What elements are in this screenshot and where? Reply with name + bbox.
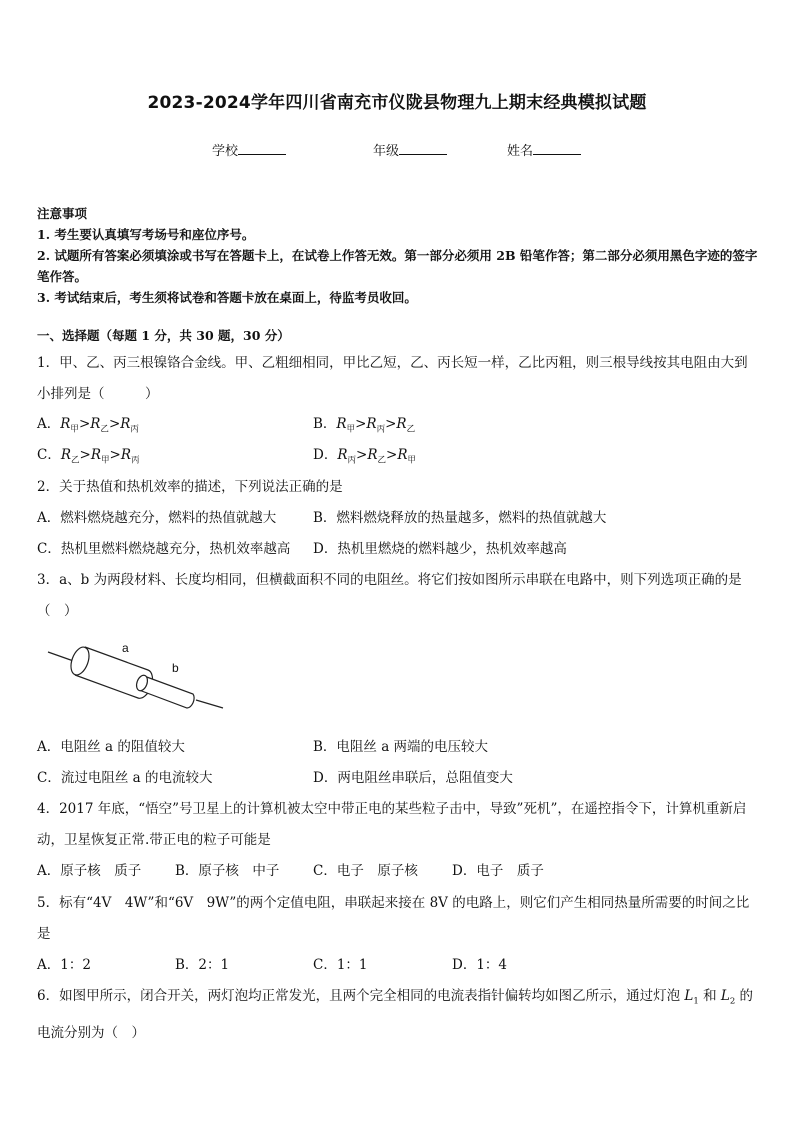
note-item: 3. 考试结束后，考生须将试卷和答题卡放在桌面上，待监考员收回。 bbox=[37, 290, 417, 305]
greater-than: > bbox=[356, 447, 368, 463]
resistance-subscript: 丙 bbox=[347, 455, 357, 466]
lamp-l2: L bbox=[720, 988, 730, 1004]
option-c[interactable]: C．电子 原子核 bbox=[313, 863, 418, 879]
grade-field[interactable] bbox=[373, 140, 447, 159]
resistance-subscript: 乙 bbox=[377, 455, 387, 466]
question-3-stem: 3．a、b 为两段材料、长度均相同，但横截面积不同的电阻丝。将它们按如图所示串联在电路中，则下列选项正确的是（ ） bbox=[37, 572, 742, 619]
option-letter: B． bbox=[313, 416, 337, 432]
question-5-stem: 5．标有“4V 4W”和“6V 9W”的两个定值电阻，串联起来接在 8V 的电路上，则它们产生相同热量所需要的时间之比是 bbox=[37, 895, 750, 942]
exam-notes bbox=[37, 203, 761, 308]
wire-right bbox=[196, 700, 223, 708]
school-label: 学校 bbox=[212, 144, 239, 159]
option-letter: C． bbox=[37, 447, 61, 463]
q6-text-b: 的电流分别为（ ） bbox=[37, 988, 754, 1041]
greater-than: > bbox=[79, 447, 91, 463]
resistance-symbol: R bbox=[60, 447, 72, 463]
resistance-subscript: 甲 bbox=[407, 455, 417, 466]
resistance-subscript: 乙 bbox=[406, 424, 416, 435]
question-1-stem: 1．甲、乙、丙三根镍铬合金线。甲、乙粗细相同，甲比乙短，乙、丙长短一样，乙比丙粗，则三根导线按其电阻由大到小排列是（ ） bbox=[37, 355, 748, 402]
resistance-symbol: R bbox=[60, 416, 71, 432]
q6-text-a: 6．如图甲所示，闭合开关，两灯泡均正常发光，且两个完全相同的电流表指针偏转均如图乙所示，通过灯泡 bbox=[37, 988, 685, 1004]
question-4-stem: 4．2017 年底，“悟空”号卫星上的计算机被太空中带正电的某些粒子击中，导致”死机”，在遥控指令下，计算机重新启动，卫星恢复正常.带正电的粒子可能是 bbox=[37, 801, 747, 848]
lamp-l2-sub: 2 bbox=[729, 996, 736, 1007]
option-letter: D． bbox=[313, 447, 338, 463]
question-1-options-row-2 bbox=[37, 440, 759, 471]
note-item: 1. 考生要认真填写考场号和座位序号。 bbox=[37, 227, 255, 242]
resistance-subscript: 乙 bbox=[71, 455, 80, 466]
question-4-options bbox=[37, 856, 759, 887]
option-d[interactable]: D．热机里燃烧的燃料越少，热机效率越高 bbox=[313, 541, 567, 557]
question-3-options-row-2 bbox=[37, 763, 759, 794]
resistance-symbol: R bbox=[336, 416, 347, 432]
label-a: a bbox=[122, 641, 129, 655]
resistance-subscript: 甲 bbox=[70, 424, 79, 435]
resistance-symbol: R bbox=[366, 416, 377, 432]
option-c[interactable]: C．热机里燃料燃烧越充分，热机效率越高 bbox=[37, 541, 291, 557]
question-6-stem bbox=[37, 981, 759, 1049]
label-b: b bbox=[172, 661, 179, 675]
q6-text-mid: 和 bbox=[698, 988, 721, 1004]
greater-than: > bbox=[355, 416, 367, 432]
resistor-wire-figure bbox=[40, 632, 230, 712]
resistance-subscript: 乙 bbox=[100, 424, 109, 435]
note-item: 2. 试题所有答案必须填涂或书写在答题卡上，在试卷上作答无效。第一部分必须用 2B 铅笔作答；第二部分必须用黑色字迹的签字笔作答。 bbox=[37, 248, 758, 284]
resistance-symbol: R bbox=[367, 447, 378, 463]
option-d[interactable]: D．1：4 bbox=[452, 957, 508, 973]
question-2-options-row-2 bbox=[37, 534, 759, 565]
option-b[interactable]: B．燃料燃烧释放的热量越多，燃料的热值就越大 bbox=[313, 510, 607, 526]
option-d[interactable]: D．两电阻丝串联后，总阻值变大 bbox=[313, 770, 513, 786]
greater-than: > bbox=[108, 416, 121, 432]
resistance-subscript: 丙 bbox=[130, 424, 139, 435]
question-2-stem: 2．关于热值和热机效率的描述，下列说法正确的是 bbox=[37, 479, 343, 495]
school-blank[interactable] bbox=[238, 142, 286, 155]
grade-label: 年级 bbox=[373, 144, 400, 159]
name-label: 姓名 bbox=[507, 144, 534, 159]
question-2-options-row-1 bbox=[37, 503, 759, 534]
option-b[interactable]: B．2：1 bbox=[175, 957, 230, 973]
grade-blank[interactable] bbox=[399, 142, 447, 155]
greater-than: > bbox=[385, 416, 397, 432]
resistance-symbol: R bbox=[90, 447, 102, 463]
page-title: 2023-2024学年四川省南充市仪陇县物理九上期末经典模拟试题 bbox=[147, 93, 647, 113]
resistance-symbol: R bbox=[120, 416, 131, 432]
resistance-symbol: R bbox=[90, 416, 101, 432]
resistance-subscript: 丙 bbox=[376, 424, 386, 435]
option-a[interactable]: A．燃料燃烧越充分，燃料的热值就越大 bbox=[37, 510, 277, 526]
option-b[interactable]: B．电阻丝 a 两端的电压较大 bbox=[313, 739, 489, 755]
greater-than: > bbox=[386, 447, 398, 463]
resistance-subscript: 丙 bbox=[131, 455, 140, 466]
section-heading: 一、选择题（每题 1 分，共 30 题，30 分） bbox=[37, 328, 290, 343]
option-letter: A． bbox=[37, 416, 61, 432]
greater-than: > bbox=[78, 416, 91, 432]
name-field[interactable] bbox=[507, 140, 581, 159]
option-c[interactable]: C．1：1 bbox=[313, 957, 368, 973]
question-3-options-row-1 bbox=[37, 732, 759, 763]
option-c[interactable]: C．流过电阻丝 a 的电流较大 bbox=[37, 770, 213, 786]
option-b[interactable]: B．原子核 中子 bbox=[175, 863, 280, 879]
option-a[interactable]: A．电阻丝 a 的阻值较大 bbox=[37, 739, 185, 755]
option-d[interactable]: D．电子 质子 bbox=[452, 863, 544, 879]
lamp-l1-sub: 1 bbox=[693, 996, 699, 1007]
option-a[interactable]: A．1：2 bbox=[37, 957, 91, 973]
resistance-symbol: R bbox=[120, 447, 132, 463]
name-blank[interactable] bbox=[533, 142, 581, 155]
question-5-options bbox=[37, 950, 759, 981]
question-1-options-row-1 bbox=[37, 409, 759, 440]
resistance-symbol: R bbox=[337, 447, 348, 463]
resistance-symbol: R bbox=[396, 416, 407, 432]
option-a[interactable]: A．原子核 质子 bbox=[37, 863, 142, 879]
resistance-subscript: 甲 bbox=[346, 424, 356, 435]
greater-than: > bbox=[109, 447, 121, 463]
resistance-subscript: 甲 bbox=[101, 455, 110, 466]
notes-heading: 注意事项 bbox=[37, 206, 88, 221]
school-field[interactable] bbox=[212, 140, 286, 159]
resistance-symbol: R bbox=[397, 447, 408, 463]
lamp-l1: L bbox=[684, 988, 694, 1004]
